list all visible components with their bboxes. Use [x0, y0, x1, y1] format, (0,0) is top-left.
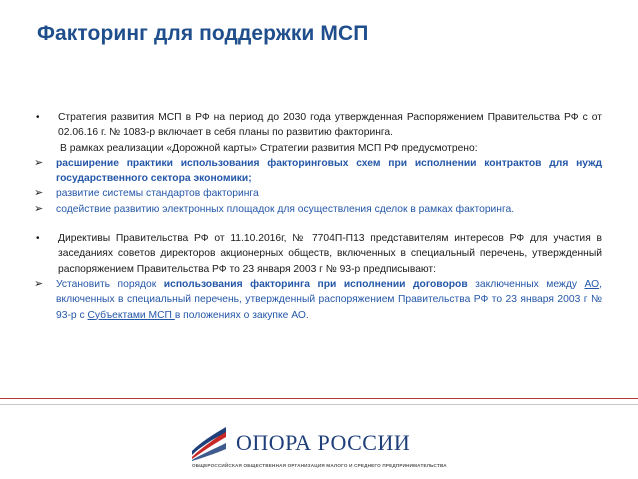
page-title: Факторинг для поддержки МСП — [37, 22, 369, 45]
bullet-item-directives — [34, 231, 602, 277]
slide-content — [34, 110, 602, 323]
bullet-icon: • — [36, 233, 40, 245]
ao-link[interactable]: АО — [584, 278, 600, 290]
opora-logo — [190, 427, 447, 475]
directive-text-part: заключенных между — [467, 278, 585, 290]
directive-text-part: Установить порядок — [56, 278, 164, 290]
directive-text-part: в положениях о закупке АО. — [174, 309, 309, 321]
arrow-item-2 — [34, 186, 602, 201]
strategy-text: Стратегия развития МСП в РФ на период до 2030 года утвержденная Распоряжением Правительства РФ с от 02.06.16 г. № 1083-р включает в себя планы по развитию факторинга. — [58, 112, 602, 139]
arrow-bullet-icon: ➢ — [34, 202, 44, 215]
arrow-bullet-icon: ➢ — [34, 156, 44, 169]
arrow-item-text: расширение практики использования факторинговых схем при исполнении контрактов для нужд государственного сектора экономики; — [56, 157, 602, 185]
footer-divider-gray — [0, 404, 638, 405]
footer-divider-red — [0, 398, 638, 399]
roadmap-intro: В рамках реализации «Дорожной карты» Стратегии развития МСП РФ предусмотрено: — [60, 142, 478, 154]
directive-bold-text: использования факторинга при исполнении договоров — [163, 278, 468, 290]
directive-text-part: , включенных в специальный перечень, утвержденный распоряжением Правительства РФ то 23 января 2003 г № 93-р с — [56, 278, 603, 321]
arrow-item-text: развитие системы стандартов факторинга — [56, 188, 259, 200]
arrow-item-directive — [34, 277, 602, 323]
msp-subjects-link[interactable]: Субъектами МСП — [87, 309, 175, 321]
directives-text: Директивы Правительства РФ от 11.10.2016г, № 7704П-П13 представителям интересов РФ для участия в заседаниях советов директоров акционерных обществ, включенных в специальный перечень, утвержденный распоряжением Правительства РФ то 23 января 2003 г № 93-р предписывают: — [58, 233, 602, 275]
logo-subtitle: ОБЩЕРОССИЙСКАЯ ОБЩЕСТВЕННАЯ ОРГАНИЗАЦИЯ МАЛОГО И СРЕДНЕГО ПРЕДПРИНИМАТЕЛЬСТВА — [192, 463, 447, 468]
directive-item-text — [56, 277, 602, 323]
bullet-icon: • — [36, 112, 40, 123]
arrow-item-text: содействие развитию электронных площадок для осуществления сделок в рамках факторинга. — [56, 203, 515, 215]
spacer — [34, 217, 602, 231]
arrow-item-3 — [34, 202, 602, 217]
bullet-item-strategy — [34, 110, 602, 141]
arrow-item-1 — [34, 156, 602, 187]
flag-wave-icon — [190, 427, 228, 461]
arrow-bullet-icon: ➢ — [34, 277, 44, 290]
arrow-bullet-icon: ➢ — [34, 187, 44, 200]
logo-name: ОПОРА РОССИИ — [236, 430, 411, 455]
